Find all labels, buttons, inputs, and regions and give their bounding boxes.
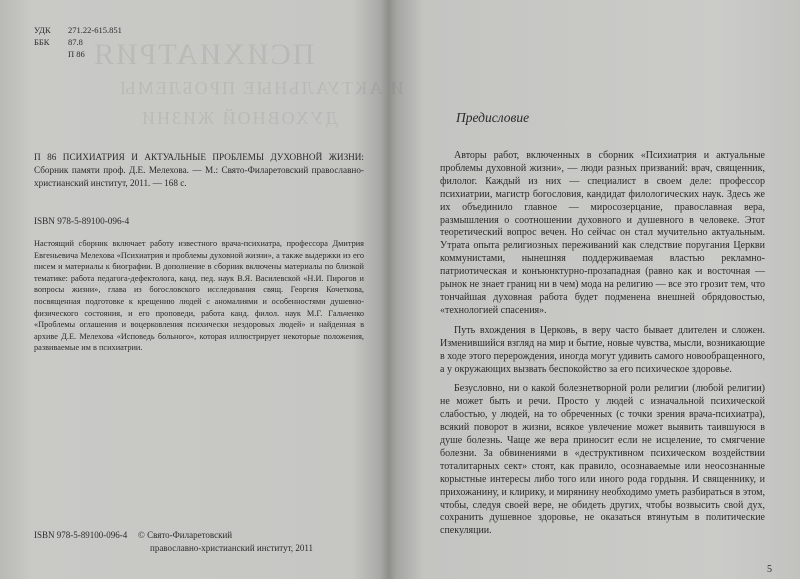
show-through-title-ghost: ПСИХИАТРИЯ [92, 38, 315, 71]
right-page [392, 0, 800, 579]
bbk-value: 87.8 [68, 37, 83, 47]
paragraph: Путь вхождения в Церковь, в веру часто бывает длителен и сложен. Изменившийся взгляд на мир и бытие, новые чувства, мысли, возникающие в ходе этого перерождения, иногда могут удивить самого новообращенного, а у окружающих вызвать беспокойство за его психическое здоровье. [440, 324, 765, 375]
copyright-line-2: православно-христианский институт, 2011 [150, 543, 314, 553]
show-through-subtitle-ghost: И АКТУАЛЬНЫЕ ПРОБЛЕМЫ [118, 78, 404, 98]
paragraph: Авторы работ, включенных в сборник «Психиатрия и актуальные проблемы духовной жизни», — люди разных призваний: врач, священник, филолог. Каждый из них — специалист в своем деле: профессор психиатрии, магистр богословия, кандидат филологических наук. Здесь же их объединило главное — миросозерцание, православная вера, размышления о соотношении духовного и душевного в человеке. Этот теоретический вопрос вечен. Но сейчас он стал мучительно актуальным. Утрата опыта религиозных переживаний как следствие поругания Церкви коммунистами, нынешняя поддерживаемая властью рекламно-патриотическая и конъюнктурно-прозападная (равно как и восточная — рынок не знает границ ни в чем) мода на религию — все это грозит тем, что тончайшая духовная работа будет подменена внешней обрядовостью, «технологией спасения». [440, 150, 765, 316]
bbk-label: ББК [34, 37, 50, 47]
show-through-subtitle-ghost-2: ДУХОВНОЙ ЖИЗНИ [140, 108, 338, 128]
catalog-block [34, 24, 122, 60]
isbn: ISBN 978-5-89100-096-4 [34, 216, 130, 226]
preface-body [440, 150, 765, 545]
author-mark: П 86 [68, 49, 85, 59]
paragraph: Безусловно, ни о какой болезнетворной роли религии (любой религии) не может быть и речи. Просто у людей с изначальной психической слабостью, у людей, на то обреченных (с точки зрения врача-психиатра), всякий поворот в жизни, всякое увлечение может выявить таившуюся в душе болезнь. Чаще же вера приносит если не исцеление, то смягчение болезни. За обвинениями в «деструктивном психическом воздействии тоталитарных сект» стоят, как правило, осознаваемые или неосознанные корыстные интересы либо того или иного рода гордыня. И священнику, и прихожанину, и клирику, и мирянину необходимо уметь разбираться в этом, чтобы, следуя своей вере, не обидеть других, чтобы возвысить свой дух, сохранить душевное здоровье, не оказаться втянутым в политические спекуляции. [440, 383, 765, 537]
annotation: Настоящий сборник включает работу известного врача-психиатра, профессора Дмитрия Евгеньевича Мелехова «Психиатрия и проблемы духовной жизни», а также выдержки из его писем и материалы к биографии. В дополнение в сборник включены материалы по близкой тематике: работа педагога-дефектолога, канд. пед. наук В.Я. Василевской «Н.И. Пирогов и вопросы жизни», глава из богословского исследования свящ. Георгия Кочеткова, посвященная подготовке к крещению людей с аномалиями и особенностями душевно-физического состояния, и его проповеди, работа канд. филол. наук М.Г. Гальченко «Проблемы оглашения и воцерковления психически нездоровых людей» и найденная в архиве Д.Е. Мелехова «Исповедь больного», которая иллюстрирует некоторые положения, развиваемые им в психиатрии. [34, 239, 364, 353]
page-title: Предисловие [456, 110, 530, 125]
udk-value: 271.22-615.851 [68, 25, 122, 35]
page-number: 5 [767, 564, 772, 575]
udk-label: УДК [34, 25, 51, 35]
bibliographic-entry: П 86 ПСИХИАТРИЯ И АКТУАЛЬНЫЕ ПРОБЛЕМЫ ДУХОВНОЙ ЖИЗНИ: Сборник памяти проф. Д.Е. Мелехова. — М.: Свято-Филаретовский православно-христианский институт, 2011. — 168 с. [34, 152, 364, 188]
copyright-line-1: © Свято-Филаретовский [138, 530, 233, 540]
imprint-isbn: ISBN 978-5-89100-096-4 [34, 530, 128, 540]
